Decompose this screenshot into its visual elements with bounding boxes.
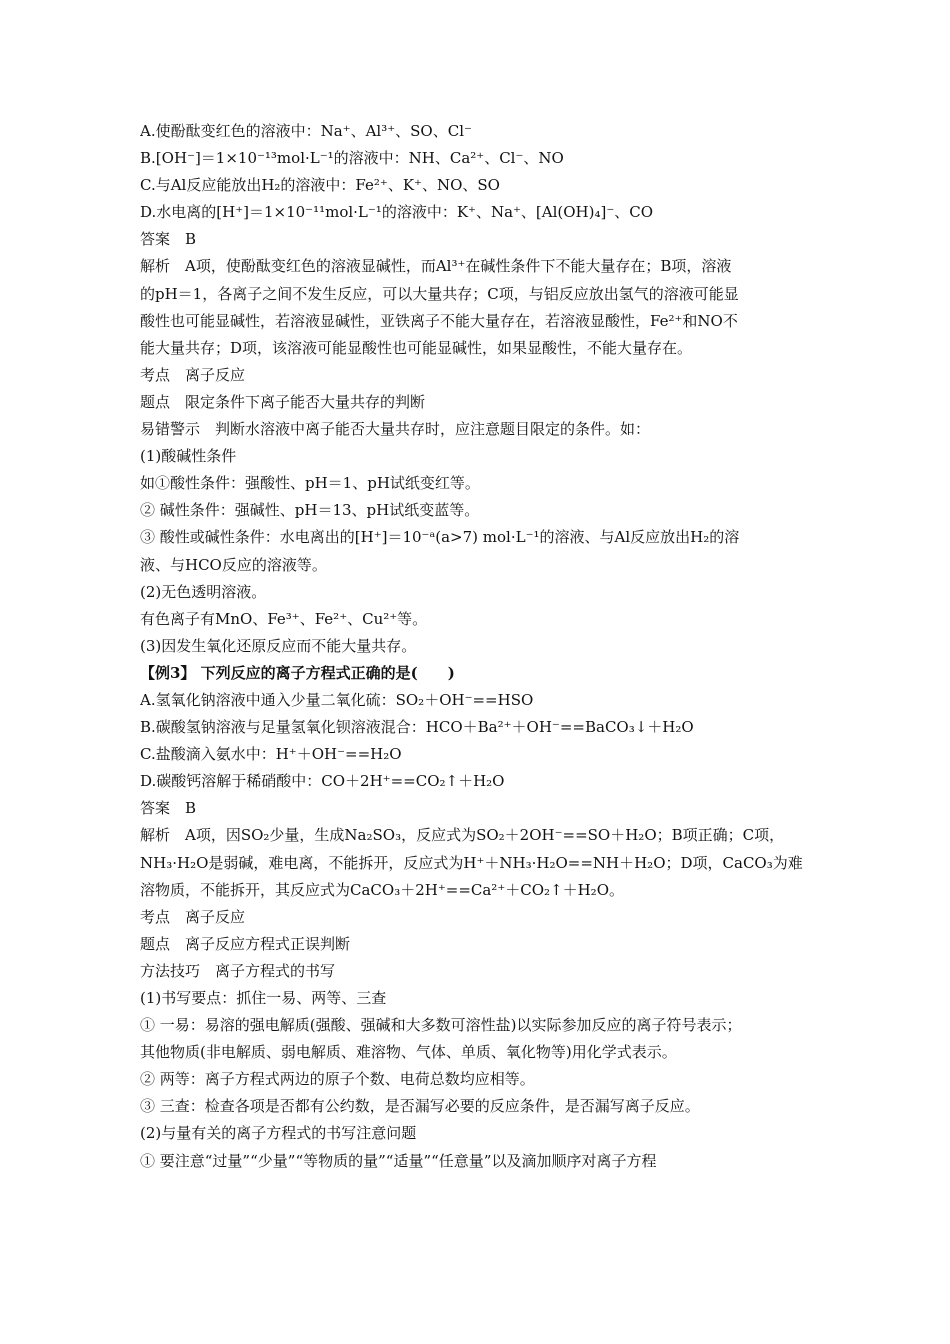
text-line: C.与Al反应能放出H₂的溶液中：Fe²⁺、K⁺、NO、SO [140,176,500,195]
text-line: ③ 三查：检查各项是否都有公约数，是否漏写必要的反应条件，是否漏写离子反应。 [140,1097,700,1116]
example-heading: 【例3】 下列反应的离子方程式正确的是( ) [140,663,455,682]
text-line: ② 碱性条件：强碱性、pH＝13、pH试纸变蓝等。 [140,501,480,520]
text-line: B.碳酸氢钠溶液与足量氢氧化钡溶液混合：HCO＋Ba²⁺＋OH⁻==BaCO₃↓＋H₂O [140,718,694,737]
document-body [140,118,820,1175]
text-line: A.氢氧化钠溶液中通入少量二氧化硫：SO₂＋OH⁻==HSO [140,690,534,709]
text-line: 溶物质，不能拆开，其反应式为CaCO₃＋2H⁺==Ca²⁺＋CO₂↑＋H₂O。 [140,880,624,899]
text-line: B.[OH⁻]＝1×10⁻¹³mol·L⁻¹的溶液中：NH、Ca²⁺、Cl⁻、NO [140,149,564,168]
text-line: (2)无色透明溶液。 [140,582,267,601]
text-line: 解析 A项，使酚酞变红色的溶液显碱性，而Al³⁺在碱性条件下不能大量存在；B项，溶液 [140,257,732,276]
text-line: 考点 离子反应 [140,907,246,926]
text-line: ② 两等：离子方程式两边的原子个数、电荷总数均应相等。 [140,1070,535,1089]
text-line: D.碳酸钙溶解于稀硝酸中：CO＋2H⁺==CO₂↑＋H₂O [140,772,505,791]
text-line: (1)书写要点：抓住一易、两等、三查 [140,989,387,1007]
text-line: (3)因发生氧化还原反应而不能大量共存。 [140,636,417,655]
text-line: 的pH＝1，各离子之间不发生反应，可以大量共存；C项，与铝反应放出氢气的溶液可能显 [140,284,739,303]
text-line: 考点 离子反应 [140,365,246,384]
text-line: 题点 限定条件下离子能否大量共存的判断 [140,392,426,411]
answer-line: 答案 B [140,230,197,249]
text-line: ① 要注意“过量”“少量”“等物质的量”“适量”“任意量”以及滴加顺序对离子方程 [140,1151,657,1170]
text-line: (2)与量有关的离子方程式的书写注意问题 [140,1124,417,1143]
text-line: 能大量共存；D项，该溶液可能显酸性也可能显碱性，如果显酸性，不能大量存在。 [140,338,693,357]
text-line: 如①酸性条件：强酸性、pH＝1、pH试纸变红等。 [140,474,480,493]
text-line: 其他物质(非电解质、弱电解质、难溶物、气体、单质、氧化物等)用化学式表示。 [140,1043,677,1062]
text-line: 液、与HCO反应的溶液等。 [140,555,327,574]
text-line: 易错警示 判断水溶液中离子能否大量共存时，应注意题目限定的条件。如： [140,420,651,439]
text-line: ① 一易：易溶的强电解质(强酸、强碱和大多数可溶性盐)以实际参加反应的离子符号表示； [140,1016,742,1035]
text-line: ③ 酸性或碱性条件：水电离出的[H⁺]＝10⁻ᵃ(a>7) mol·L⁻¹的溶液、与Al反应放出H₂的溶 [140,528,740,547]
text-line: 题点 离子反应方程式正误判断 [140,934,351,953]
text-line: 酸性也可能显碱性，若溶液显碱性，亚铁离子不能大量存在，若溶液显酸性，Fe²⁺和NO不 [140,311,738,330]
text-line: C.盐酸滴入氨水中：H⁺＋OH⁻==H₂O [140,745,402,764]
text-line: 解析 A项，因SO₂少量，生成Na₂SO₃，反应式为SO₂＋2OH⁻==SO＋H₂O；B项正确；C项， [140,826,785,845]
text-line: 有色离子有MnO、Fe³⁺、Fe²⁺、Cu²⁺等。 [140,609,428,628]
text-line: A.使酚酞变红色的溶液中：Na⁺、Al³⁺、SO、Cl⁻ [140,122,472,140]
text-line: (1)酸碱性条件 [140,447,237,466]
text-line: NH₃·H₂O是弱碱，难电离，不能拆开，反应式为H⁺＋NH₃·H₂O==NH＋H₂O；D项，CaCO₃为难 [140,853,803,872]
text-line: D.水电离的[H⁺]＝1×10⁻¹¹mol·L⁻¹的溶液中：K⁺、Na⁺、[Al(OH)₄]⁻、CO [140,203,654,222]
answer-line: 答案 B [140,799,197,818]
text-line: 方法技巧 离子方程式的书写 [140,961,336,980]
